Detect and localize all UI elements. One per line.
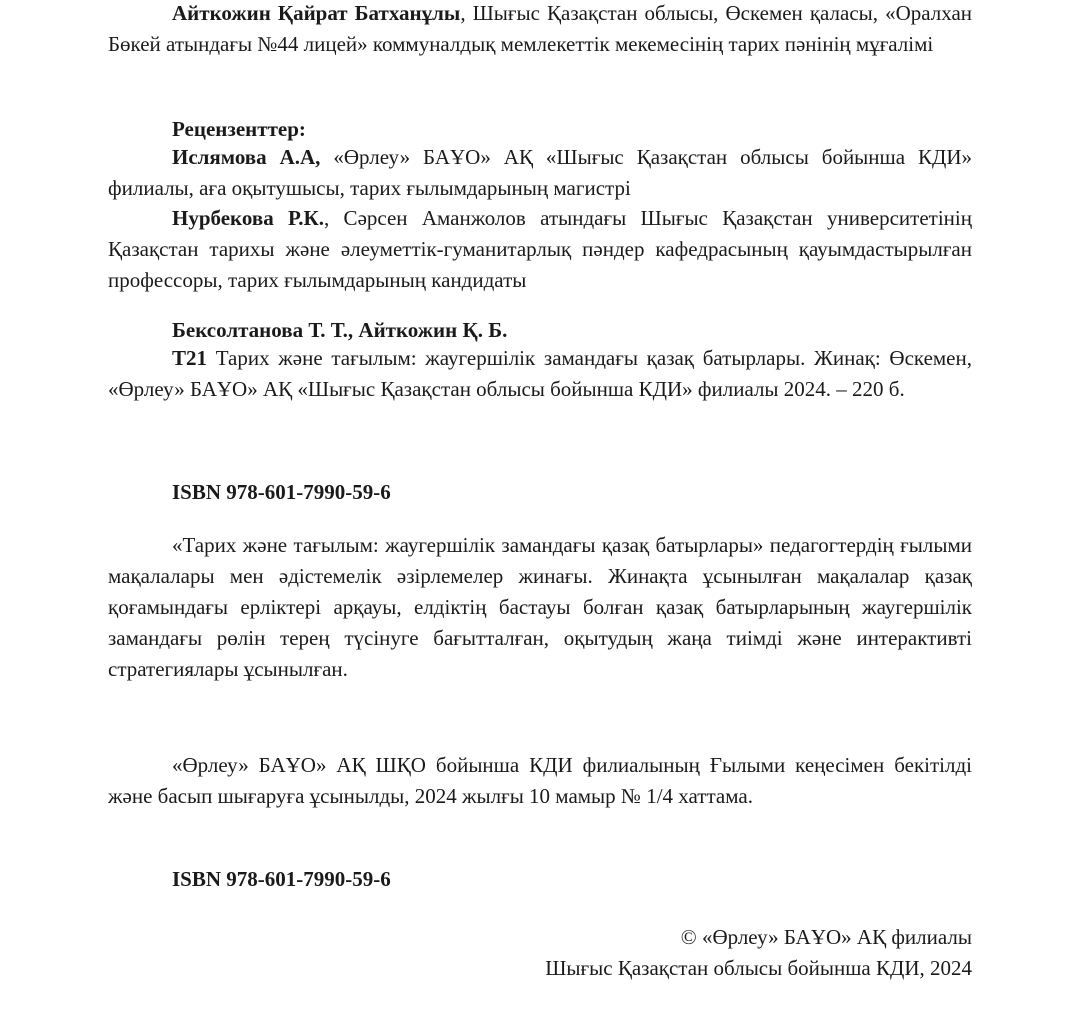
author-name: Айткожин Қайрат Батханұлы — [172, 1, 461, 25]
isbn-top: ISBN 978-601-7990-59-6 — [172, 480, 391, 504]
book-entry-text: Тарих және тағылым: жаугершілік замандағы қазақ батырлары. Жинақ: Өскемен, «Өрлеу» БАҰО» АҚ «Шығыс Қазақстан облысы бойынша КДИ» филиалы 2024. – 220 б. — [108, 346, 972, 401]
reviewer-description: , Сәрсен Аманжолов атындағы Шығыс Қазақстан университетінің Қазақстан тарихы және әлеуметтік-гуманитарлық пәндер кафедрасының қауымдастырылған профессоры, тарих ғылымдарының кандидаты — [108, 206, 972, 292]
reviewer-paragraph — [108, 142, 972, 204]
book-code: Т21 — [172, 346, 208, 370]
reviewer-paragraph — [108, 203, 972, 296]
copyright-line-1: © «Өрлеу» БАҰО» АҚ филиалы — [680, 925, 972, 949]
copyright-block — [108, 922, 972, 984]
reviewer-name: Нурбекова Р.К. — [172, 206, 324, 230]
reviewers-heading: Рецензенттер: — [172, 117, 306, 141]
author-description: , Шығыс Қазақстан облысы, Өскемен қаласы, «Оралхан Бөкей атындағы №44 лицей» коммуналдық мемлекеттік мекемесінің тарих пәнінің мұғалімі — [108, 1, 972, 56]
bibliographic-entry — [108, 343, 972, 405]
annotation-paragraph: «Тарих және тағылым: жаугершілік замандағы қазақ батырлары» педагогтердің ғылыми мақалалары мен әдістемелік әзірлемелер жинағы. Жинақта ұсынылған мақалалар қазақ қоғамындағы ерліктері арқауы, елдіктің бастауы болған қазақ батырларының жаугершілік замандағы рөлін терең түсінуге бағытталған, оқытудың жаңа тиімді және интерактивті стратегиялары ұсынылған. — [108, 533, 972, 681]
book-authors: Бексолтанова Т. Т., Айткожин Қ. Б. — [172, 318, 508, 342]
author-paragraph — [108, 0, 972, 60]
reviewer-description: «Өрлеу» БАҰО» АҚ «Шығыс Қазақстан облысы бойынша КДИ» филиалы, аға оқытушысы, тарих ғылымдарының магистрі — [108, 145, 972, 200]
isbn-bottom: ISBN 978-601-7990-59-6 — [172, 867, 391, 891]
approval-paragraph: «Өрлеу» БАҰО» АҚ ШҚО бойынша КДИ филиалының Ғылыми кеңесімен бекітілді және басып шығаруға ұсынылды, 2024 жылғы 10 мамыр № 1/4 хаттама. — [108, 753, 972, 808]
reviewer-name: Ислямова А.А, — [172, 145, 321, 169]
copyright-line-2: Шығыс Қазақстан облысы бойынша КДИ, 2024 — [545, 956, 972, 980]
